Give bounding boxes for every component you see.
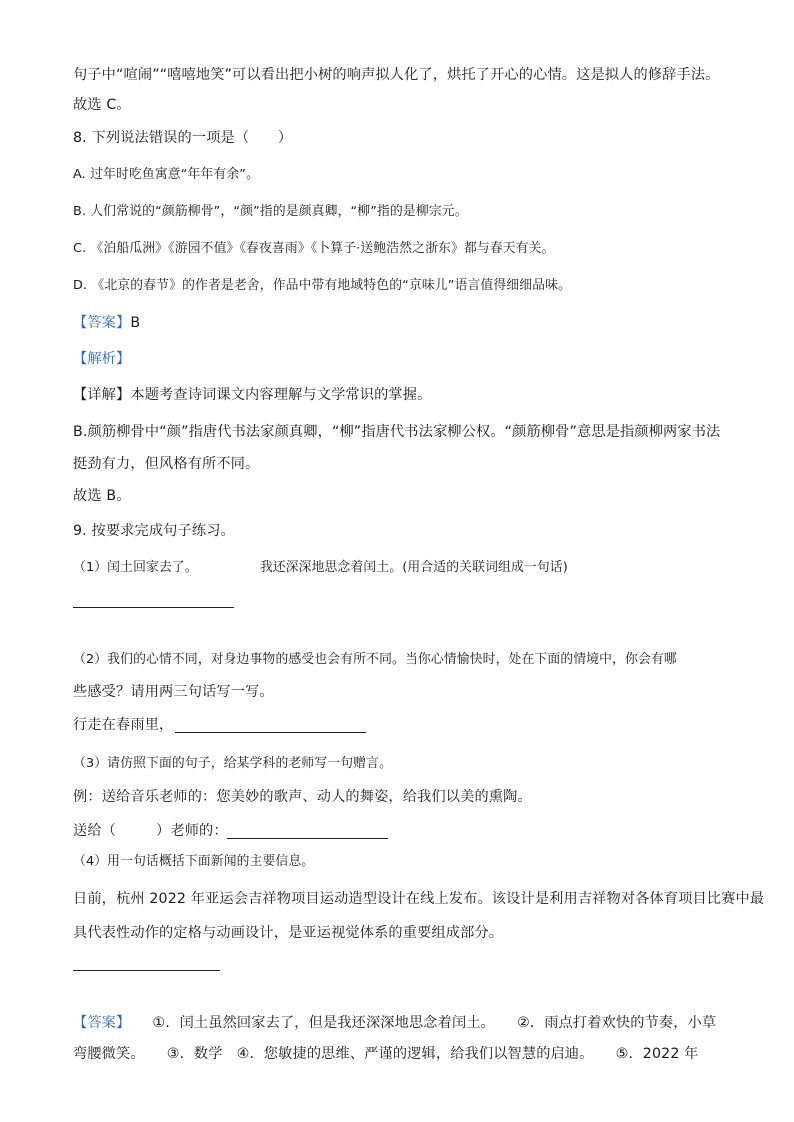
q8-conclusion: 故选 B。 bbox=[73, 488, 131, 504]
q8-option-c: C. 《泊船瓜洲》《游园不值》《春夜喜雨》《卜算子·送鲍浩然之浙东》都与春天有关。 bbox=[73, 241, 555, 256]
q8-stem: 8. 下列说法错误的一项是（ ） bbox=[73, 130, 293, 146]
answer-label: 【答案】 bbox=[73, 1015, 131, 1031]
q8-explanation-line-2: 挺劲有力，但风格有所不同。 bbox=[73, 456, 260, 472]
answer-blank-line[interactable] bbox=[227, 838, 388, 839]
q8-option-b: B. 人们常说的“颜筋柳骨”，“颜”指的是颜真卿，“柳”指的是柳宗元。 bbox=[73, 204, 468, 219]
q9-part-1: （1）闰土回家去了。 我还深深地思念着闰土。(用合适的关联词组成一句话) bbox=[73, 560, 568, 575]
q9-part-2-line-1: （2）我们的心情不同，对身边事物的感受也会有所不同。当你心情愉快时，处在下面的情境中，你会有哪 bbox=[73, 652, 677, 667]
answer-blank-line[interactable] bbox=[175, 732, 366, 733]
q9-answer-line-2: 弯腰微笑。 ③．数学 ④．您敏捷的思维、严谨的逻辑，给我们以智慧的启迪。 ⑤．2022 年 bbox=[73, 1046, 699, 1062]
q9-answer-line-1: 【答案】 ①．闰土虽然回家去了，但是我还深深地思念着闰土。 ②．雨点打着欢快的节奏，小草 bbox=[73, 1015, 717, 1031]
answer-label: 【答案】 bbox=[73, 315, 131, 331]
detail-line: 【详解】本题考查诗词课文内容理解与文学常识的掌握。 bbox=[73, 387, 432, 403]
q8-explanation-line-1: B.颜筋柳骨中“颜”指唐代书法家颜真卿，“柳”指唐代书法家柳公权。“颜筋柳骨”意思是指颜柳两家书法 bbox=[73, 424, 721, 440]
answer-blank-line[interactable] bbox=[73, 607, 234, 608]
answer-value: B bbox=[130, 315, 141, 331]
q7-explanation-line: 句子中“喧闹”“嘻嘻地笑”可以看出把小树的响声拟人化了，烘托了开心的心情。这是拟人的修辞手法。 bbox=[73, 67, 720, 83]
q8-answer bbox=[73, 314, 140, 332]
q9-part-3-example: 例：送给音乐老师的：您美妙的歌声、动人的舞姿，给我们以美的熏陶。 bbox=[73, 789, 532, 805]
analysis-label: 【解析】 bbox=[73, 351, 131, 367]
q7-conclusion: 故选 C。 bbox=[73, 97, 131, 113]
q9-part-3-prompt: 送给（ ）老师的： bbox=[73, 823, 228, 839]
q9-stem: 9. 按要求完成句子练习。 bbox=[73, 523, 235, 539]
q8-option-a: A. 过年时吃鱼寓意“年年有余”。 bbox=[73, 167, 260, 182]
q9-part-2-line-2: 些感受？请用两三句话写一写。 bbox=[73, 684, 274, 700]
news-line-2: 具代表性动作的定格与动画设计，是亚运视觉体系的重要组成部分。 bbox=[73, 925, 504, 941]
news-line-1: 日前，杭州 2022 年亚运会吉祥物项目运动造型设计在线上发布。该设计是利用吉祥物对各体育项目比赛中最 bbox=[73, 891, 765, 907]
q9-part-3-stem: （3）请仿照下面的句子，给某学科的老师写一句赠言。 bbox=[73, 756, 393, 771]
answer-blank-line[interactable] bbox=[73, 970, 220, 971]
q9-part-4-stem: （4）用一句话概括下面新闻的主要信息。 bbox=[73, 854, 315, 869]
q9-part-2-prompt: 行走在春雨里， bbox=[73, 717, 174, 733]
q8-option-d: D. 《北京的春节》的作者是老舍，作品中带有地域特色的“京味儿”语言值得细细品味。 bbox=[73, 278, 572, 293]
